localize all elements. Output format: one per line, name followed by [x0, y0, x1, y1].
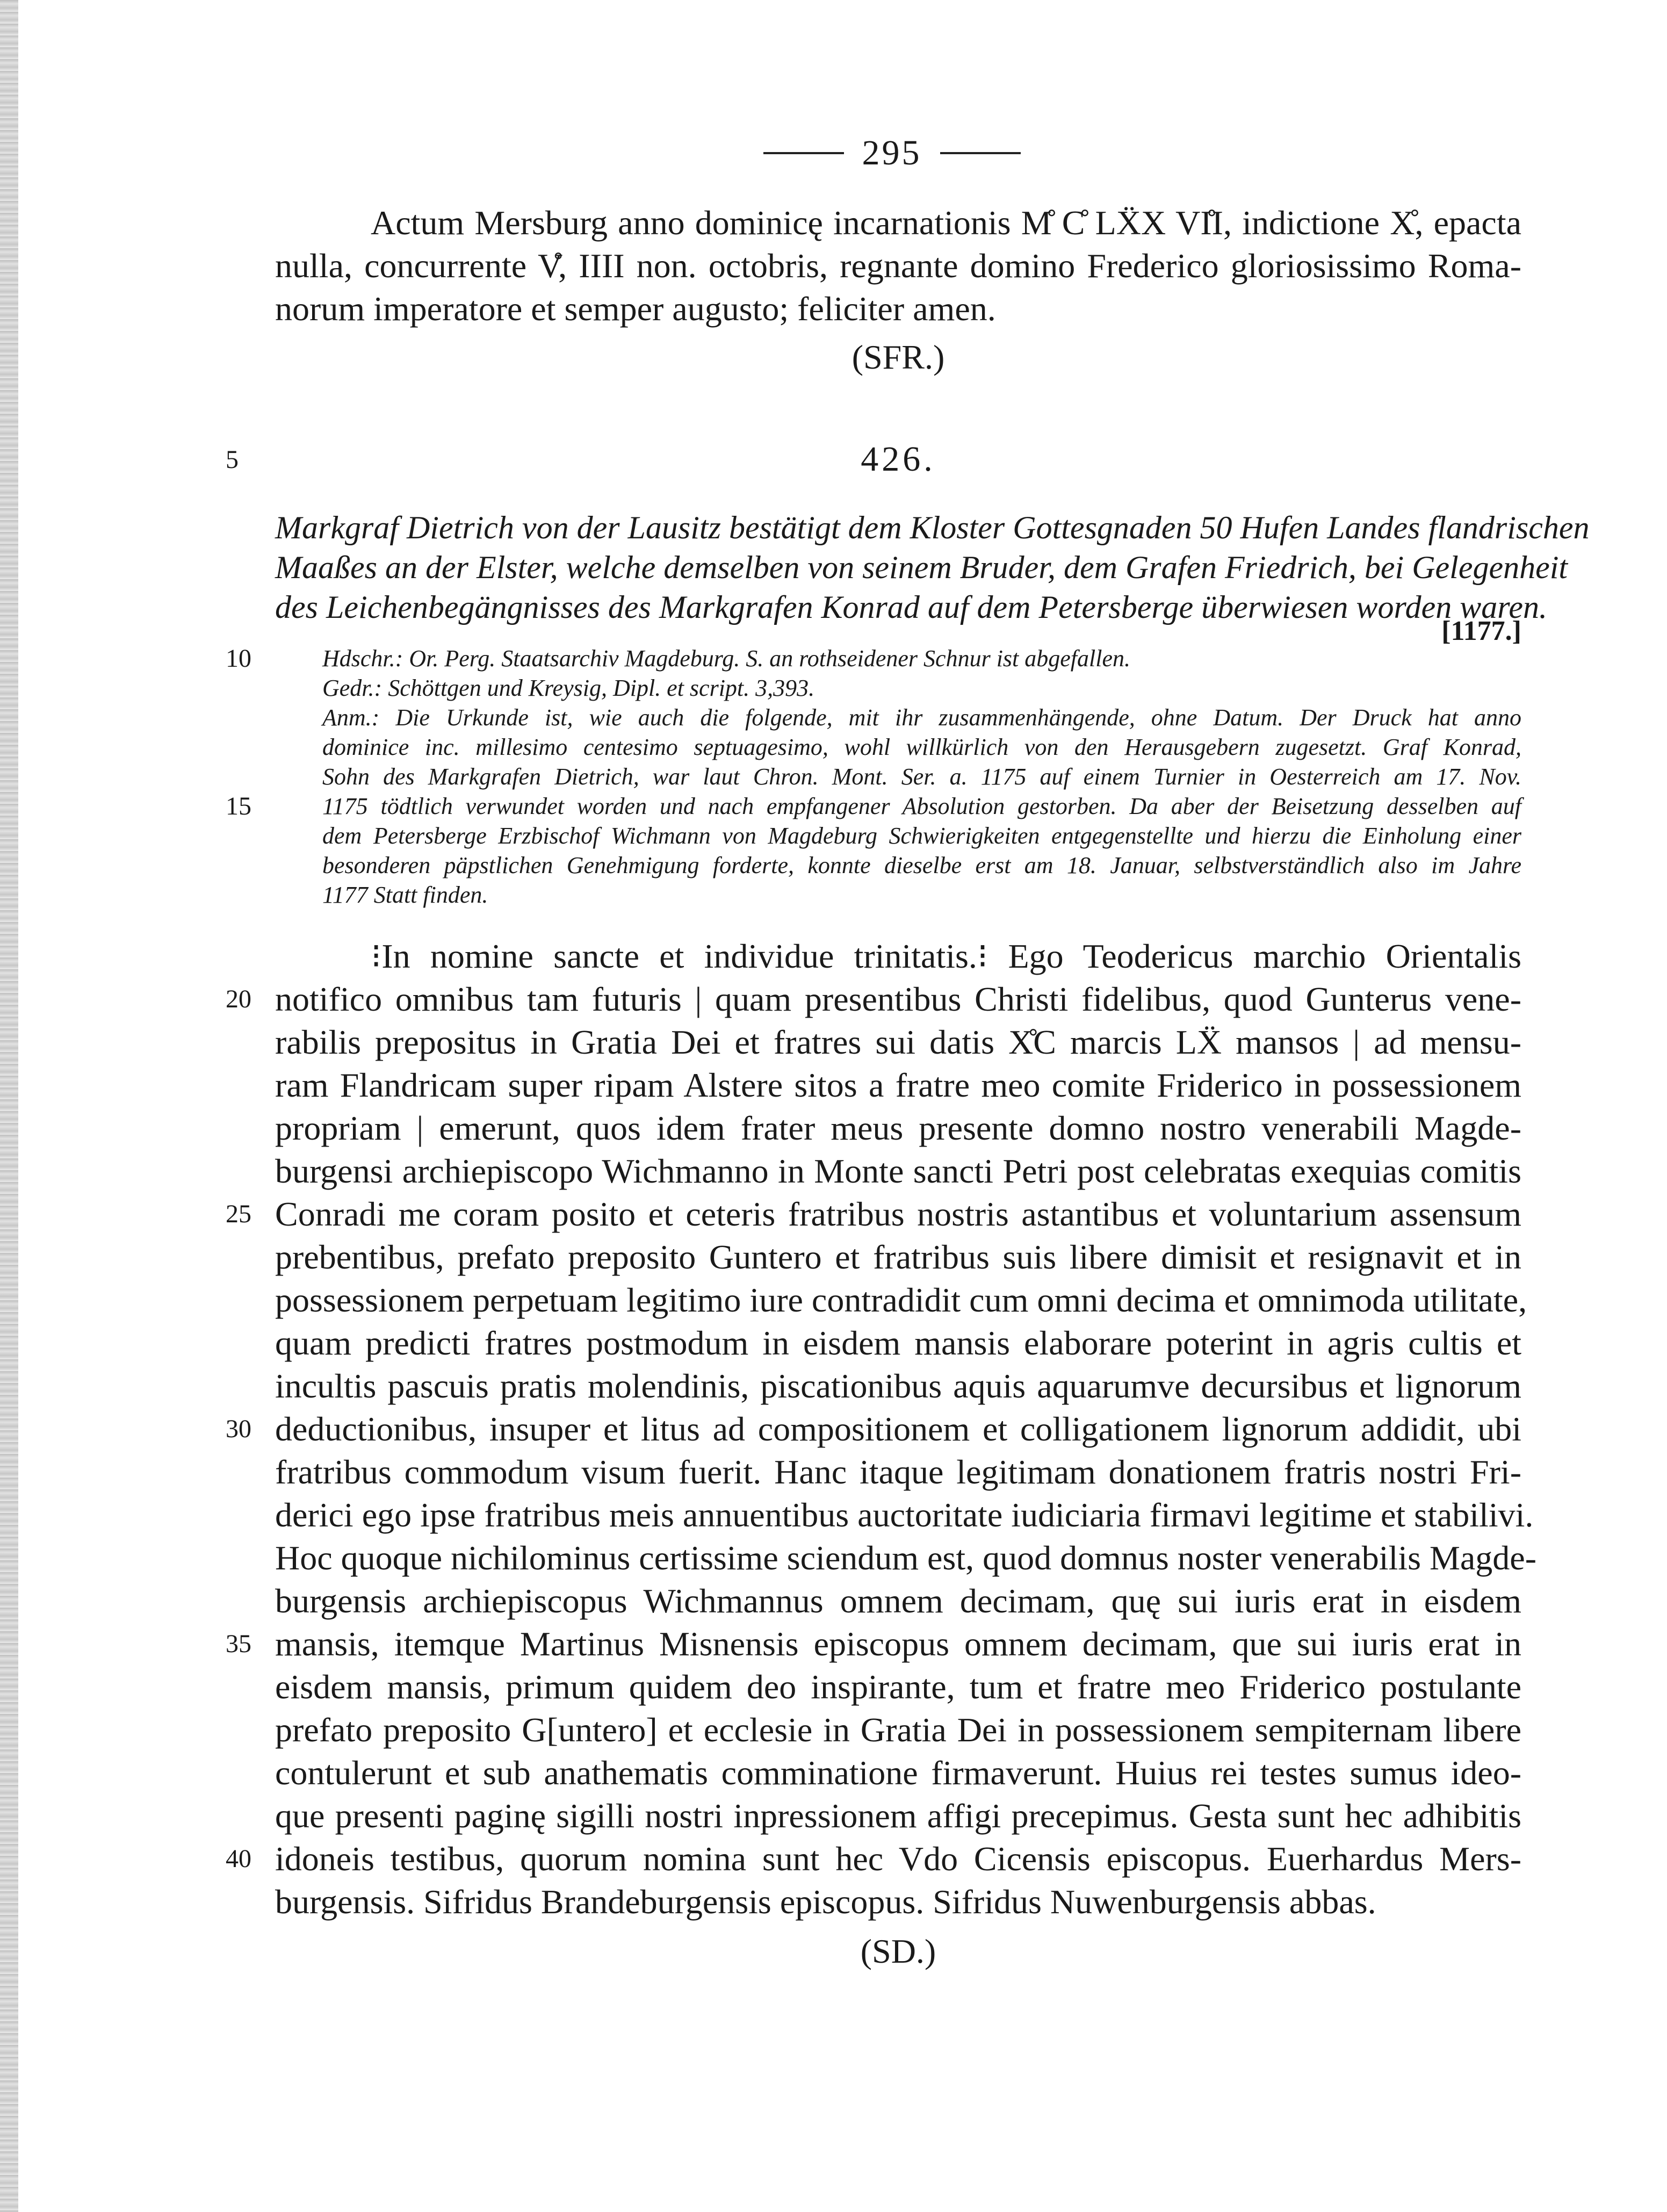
prev-doc-seal-line — [0, 336, 1667, 379]
text-content: possessionem perpetuam legitimo iure contradidit cum omni decima et omnimoda utilitate, — [275, 1281, 1527, 1319]
text-line — [0, 1709, 1667, 1752]
header-rule-left — [763, 152, 844, 154]
prev-doc-text: Actum Mersburg anno dominicę incarnationis M̊ C̊ LẌX VI̊I, indictione X̊, epacta — [371, 204, 1521, 242]
note-line: 1175 tödtlich verwundet worden und nach empfangener Absolution gestorben. Da aber der Beisetzung desselben auf — [322, 793, 1521, 819]
note-line: 1177 Statt finden. — [322, 882, 488, 908]
text-content: prefato preposito G[untero] et ecclesie in Gratia Dei in possessionem sempiternam libere — [275, 1711, 1521, 1749]
text-content: incultis pascuis pratis molendinis, piscationibus aquis aquarumve decursibus et lignorum — [275, 1367, 1521, 1405]
text-line — [0, 1236, 1667, 1279]
text-line — [0, 1795, 1667, 1838]
note-line: Hdschr.: Or. Perg. Staatsarchiv Magdeburg. S. an rothseidener Schnur ist abgefallen. — [322, 645, 1130, 672]
text-content: ⁝In nomine sancte et individue trinitatis.⁝ Ego Teodericus marchio Orientalis — [371, 937, 1521, 975]
text-line — [0, 1880, 1667, 1923]
text-line — [0, 1279, 1667, 1322]
prev-doc-text: nulla, concurrente V̊, IIII non. octobris, regnante domino Frederico gloriosissimo Roma- — [275, 247, 1521, 285]
header-rule-right — [940, 152, 1021, 154]
seal-line — [0, 1930, 1667, 1973]
note-line: dominice inc. millesimo centesimo septuagesimo, wohl willkürlich von den Herausgebern zugesetzt. Graf Konrad, — [322, 734, 1521, 760]
text-content: fratribus commodum visum fuerit. Hanc itaque legitimam donationem fratris nostri Fri- — [275, 1453, 1521, 1491]
line-number: 15 — [226, 792, 251, 820]
text-content: deductionibus, insuper et litus ad compositionem et colligationem lignorum addidit, ubi — [275, 1410, 1521, 1448]
page-header — [741, 129, 1042, 177]
text-line — [0, 1537, 1667, 1580]
text-line — [0, 1322, 1667, 1365]
text-content: mansis, itemque Martinus Misnensis episcopus omnem decimam, que sui iuris erat in — [275, 1625, 1521, 1663]
text-line — [0, 935, 1667, 978]
text-line — [0, 1408, 1667, 1451]
text-content: prebentibus, prefato preposito Guntero et fratribus suis libere dimisit et resignavit et in — [275, 1238, 1521, 1276]
text-content: eisdem mansis, primum quidem deo inspirante, tum et fratre meo Friderico postulante — [275, 1668, 1521, 1706]
text-line — [0, 1838, 1667, 1880]
text-line — [0, 1451, 1667, 1494]
prev-doc-line — [0, 201, 1667, 244]
page-number: 295 — [862, 133, 922, 172]
text-line — [0, 1580, 1667, 1623]
text-content: que presenti paginę sigilli nostri inpressionem affigi precepimus. Gesta sunt hec adhibitis — [275, 1797, 1521, 1835]
text-line — [0, 1365, 1667, 1408]
note-line: dem Petersberge Erzbischof Wichmann von Magdeburg Schwierigkeiten entgegenstellte und hierzu die Einholung einer — [322, 823, 1521, 849]
document-seal: (SD.) — [860, 1932, 936, 1970]
regest-line: Markgraf Dietrich von der Lausitz bestätigt dem Kloster Gottesgnaden 50 Hufen Landes flandrischen — [275, 510, 1590, 545]
text-content: rabilis prepositus in Gratia Dei et fratres sui datis X̊C marcis LẌ mansos | ad mensu- — [275, 1023, 1521, 1061]
line-number: 25 — [226, 1200, 251, 1228]
prev-doc-line — [0, 287, 1667, 330]
line-number: 40 — [226, 1844, 251, 1873]
text-content: Hoc quoque nichilominus certissime sciendum est, quod domnus noster venerabilis Magde- — [275, 1539, 1536, 1577]
text-content: burgensis archiepiscopus Wichmannus omnem decimam, quę sui iuris erat in eisdem — [275, 1582, 1521, 1620]
text-content: idoneis testibus, quorum nomina sunt hec Vdo Cicensis episcopus. Euerhardus Mers- — [275, 1840, 1521, 1878]
document-number: 426. — [861, 439, 936, 479]
line-number: 10 — [226, 644, 251, 673]
line-number: 20 — [226, 985, 251, 1013]
text-content: ram Flandricam super ripam Alstere sitos a fratre meo comite Friderico in possessionem — [275, 1066, 1521, 1104]
line-number: 30 — [226, 1415, 251, 1443]
text-content: Conradi me coram posito et ceteris fratribus nostris astantibus et voluntarium assensum — [275, 1195, 1521, 1233]
text-content: burgensis. Sifridus Brandeburgensis episcopus. Sifridus Nuwenburgensis abbas. — [275, 1883, 1376, 1921]
document-date: [1177.] — [1441, 616, 1521, 646]
text-content: propriam | emerunt, quos idem frater meus presente domno nostro venerabili Magde- — [275, 1109, 1521, 1147]
text-content: notifico omnibus tam futuris | quam presentibus Christi fidelibus, quod Gunterus vene- — [275, 980, 1521, 1018]
note-line: Sohn des Markgrafen Dietrich, war laut Chron. Mont. Ser. a. 1175 auf einem Turnier in Oesterreich am 17. Nov. — [322, 763, 1521, 790]
text-line — [0, 1193, 1667, 1236]
text-line — [0, 1752, 1667, 1795]
text-line — [0, 1666, 1667, 1709]
text-content: quam predicti fratres postmodum in eisdem mansis elaborare poterint in agris cultis et — [275, 1324, 1521, 1362]
text-line — [0, 1150, 1667, 1193]
note-line: Gedr.: Schöttgen und Kreysig, Dipl. et script. 3,393. — [322, 675, 815, 701]
text-content: derici ego ipse fratribus meis annuentibus auctoritate iudiciaria firmavi legitime et stabilivi. — [275, 1496, 1534, 1534]
text-line — [0, 1494, 1667, 1537]
text-line — [0, 978, 1667, 1021]
text-line — [0, 1021, 1667, 1064]
text-content: burgensi archiepiscopo Wichmanno in Monte sancti Petri post celebratas exequias comitis — [275, 1152, 1521, 1190]
prev-doc-line — [0, 244, 1667, 287]
prev-doc-text: norum imperatore et semper augusto; feliciter amen. — [275, 290, 996, 328]
regest-line: des Leichenbegängnisses des Markgrafen Konrad auf dem Petersberge überwiesen worden waren. — [275, 589, 1547, 625]
regest-line: Maaßes an der Elster, welche demselben von seinem Bruder, dem Grafen Friedrich, bei Gelegenheit — [275, 550, 1568, 585]
line-number: 35 — [226, 1630, 251, 1658]
text-line — [0, 1623, 1667, 1666]
text-content: contulerunt et sub anathematis comminatione firmaverunt. Huius rei testes sumus ideo- — [275, 1754, 1521, 1792]
text-line — [0, 1107, 1667, 1150]
text-line — [0, 1064, 1667, 1107]
line-number: 5 — [226, 445, 239, 474]
note-line: besonderen päpstlichen Genehmigung forderte, konnte dieselbe erst am 18. Januar, selbstverständlich also im Jahre — [322, 852, 1521, 878]
prev-doc-seal: (SFR.) — [851, 338, 945, 376]
note-line: Anm.: Die Urkunde ist, wie auch die folgende, mit ihr zusammenhängende, ohne Datum. Der Druck hat anno — [322, 704, 1521, 731]
